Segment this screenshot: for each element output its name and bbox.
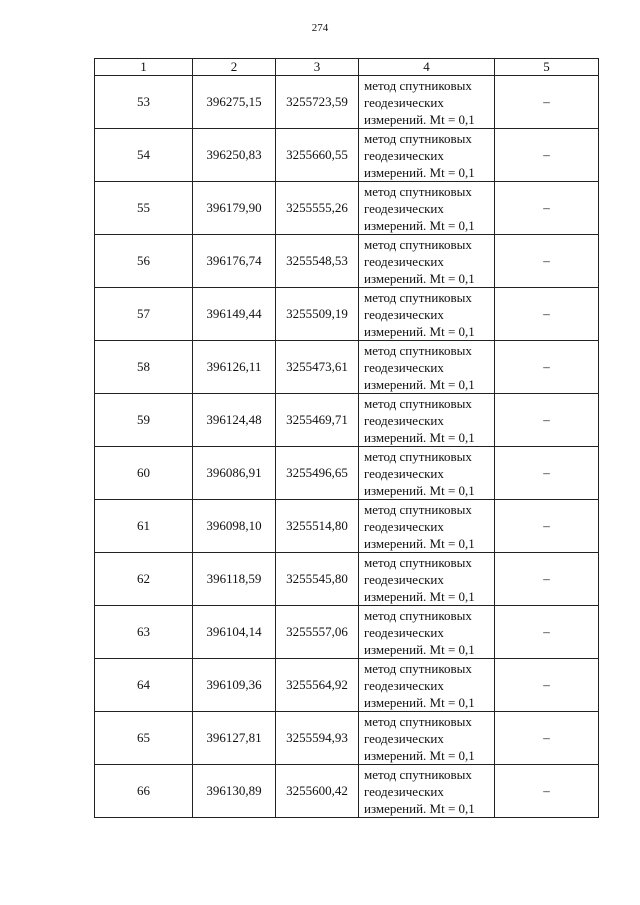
method-line: геодезических	[364, 253, 444, 269]
x-coordinate-cell: 396127,81	[193, 712, 276, 765]
point-number-cell: 62	[95, 553, 193, 606]
y-coordinate-cell: 3255469,71	[276, 394, 359, 447]
table-row	[95, 659, 599, 712]
header-col-2: 2	[193, 59, 276, 76]
y-coordinate-cell: 3255557,06	[276, 606, 359, 659]
table-row	[95, 394, 599, 447]
y-coordinate-cell: 3255555,26	[276, 182, 359, 235]
header-row	[95, 59, 599, 76]
x-coordinate-cell: 396275,15	[193, 76, 276, 129]
method-cell	[359, 659, 495, 712]
method-cell	[359, 341, 495, 394]
method-line: метод спутниковых	[364, 554, 472, 570]
method-line: измерений. Mt = 0,1	[364, 694, 475, 710]
point-number-cell: 59	[95, 394, 193, 447]
x-coordinate-cell: 396118,59	[193, 553, 276, 606]
x-coordinate-cell: 396104,14	[193, 606, 276, 659]
x-coordinate-cell: 396126,11	[193, 341, 276, 394]
method-line: метод спутниковых	[364, 448, 472, 464]
note-cell: –	[495, 341, 599, 394]
x-coordinate-cell: 396149,44	[193, 288, 276, 341]
note-cell: –	[495, 606, 599, 659]
y-coordinate-cell: 3255600,42	[276, 765, 359, 818]
method-line: измерений. Mt = 0,1	[364, 535, 475, 551]
note-cell: –	[495, 182, 599, 235]
point-number-cell: 64	[95, 659, 193, 712]
method-cell	[359, 182, 495, 235]
method-cell	[359, 553, 495, 606]
method-cell	[359, 76, 495, 129]
point-number-cell: 66	[95, 765, 193, 818]
method-line: метод спутниковых	[364, 713, 472, 729]
table-row	[95, 447, 599, 500]
method-line: измерений. Mt = 0,1	[364, 747, 475, 763]
note-cell: –	[495, 500, 599, 553]
method-line: геодезических	[364, 359, 444, 375]
method-line: метод спутниковых	[364, 766, 472, 782]
point-number-cell: 53	[95, 76, 193, 129]
method-line: метод спутниковых	[364, 130, 472, 146]
method-line: измерений. Mt = 0,1	[364, 800, 475, 816]
page-number: 274	[311, 22, 329, 34]
header-col-4: 4	[359, 59, 495, 76]
note-cell: –	[495, 553, 599, 606]
header-col-3: 3	[276, 59, 359, 76]
y-coordinate-cell: 3255473,61	[276, 341, 359, 394]
point-number-cell: 55	[95, 182, 193, 235]
method-line: геодезических	[364, 624, 444, 640]
note-cell: –	[495, 288, 599, 341]
method-line: метод спутниковых	[364, 395, 472, 411]
method-line: геодезических	[364, 518, 444, 534]
note-cell: –	[495, 76, 599, 129]
method-line: геодезических	[364, 94, 444, 110]
note-cell: –	[495, 235, 599, 288]
header-col-1: 1	[95, 59, 193, 76]
method-line: измерений. Mt = 0,1	[364, 217, 475, 233]
method-line: метод спутниковых	[364, 289, 472, 305]
table-row	[95, 500, 599, 553]
table-body	[95, 76, 599, 818]
x-coordinate-cell: 396098,10	[193, 500, 276, 553]
x-coordinate-cell: 396124,48	[193, 394, 276, 447]
method-line: геодезических	[364, 412, 444, 428]
note-cell: –	[495, 659, 599, 712]
table-row	[95, 129, 599, 182]
x-coordinate-cell: 396130,89	[193, 765, 276, 818]
y-coordinate-cell: 3255723,59	[276, 76, 359, 129]
method-line: метод спутниковых	[364, 660, 472, 676]
table-row	[95, 182, 599, 235]
method-line: метод спутниковых	[364, 501, 472, 517]
table-row	[95, 765, 599, 818]
point-number-cell: 63	[95, 606, 193, 659]
method-line: геодезических	[364, 200, 444, 216]
method-line: измерений. Mt = 0,1	[364, 376, 475, 392]
x-coordinate-cell: 396086,91	[193, 447, 276, 500]
y-coordinate-cell: 3255660,55	[276, 129, 359, 182]
method-cell	[359, 288, 495, 341]
method-cell	[359, 500, 495, 553]
note-cell: –	[495, 765, 599, 818]
method-cell	[359, 447, 495, 500]
method-line: измерений. Mt = 0,1	[364, 111, 475, 127]
table-row	[95, 606, 599, 659]
point-number-cell: 58	[95, 341, 193, 394]
point-number-cell: 61	[95, 500, 193, 553]
x-coordinate-cell: 396179,90	[193, 182, 276, 235]
point-number-cell: 57	[95, 288, 193, 341]
method-line: метод спутниковых	[364, 183, 472, 199]
method-line: геодезических	[364, 571, 444, 587]
method-line: метод спутниковых	[364, 607, 472, 623]
method-cell	[359, 712, 495, 765]
method-cell	[359, 129, 495, 182]
table-row	[95, 235, 599, 288]
method-line: геодезических	[364, 465, 444, 481]
note-cell: –	[495, 447, 599, 500]
method-line: метод спутниковых	[364, 77, 472, 93]
table-row	[95, 288, 599, 341]
y-coordinate-cell: 3255548,53	[276, 235, 359, 288]
x-coordinate-cell: 396176,74	[193, 235, 276, 288]
table-row	[95, 553, 599, 606]
point-number-cell: 65	[95, 712, 193, 765]
method-line: геодезических	[364, 730, 444, 746]
note-cell: –	[495, 712, 599, 765]
method-cell	[359, 235, 495, 288]
method-line: геодезических	[364, 783, 444, 799]
y-coordinate-cell: 3255594,93	[276, 712, 359, 765]
method-cell	[359, 394, 495, 447]
x-coordinate-cell: 396109,36	[193, 659, 276, 712]
method-cell	[359, 606, 495, 659]
method-line: измерений. Mt = 0,1	[364, 323, 475, 339]
y-coordinate-cell: 3255496,65	[276, 447, 359, 500]
method-line: измерений. Mt = 0,1	[364, 164, 475, 180]
y-coordinate-cell: 3255564,92	[276, 659, 359, 712]
table-header	[95, 59, 599, 76]
method-line: измерений. Mt = 0,1	[364, 429, 475, 445]
method-line: измерений. Mt = 0,1	[364, 588, 475, 604]
table-row	[95, 76, 599, 129]
table-row	[95, 712, 599, 765]
method-line: геодезических	[364, 147, 444, 163]
coordinates-table	[94, 58, 599, 818]
method-line: измерений. Mt = 0,1	[364, 641, 475, 657]
method-line: геодезических	[364, 306, 444, 322]
point-number-cell: 56	[95, 235, 193, 288]
note-cell: –	[495, 129, 599, 182]
method-line: метод спутниковых	[364, 342, 472, 358]
method-cell	[359, 765, 495, 818]
header-col-5: 5	[495, 59, 599, 76]
method-line: измерений. Mt = 0,1	[364, 270, 475, 286]
point-number-cell: 60	[95, 447, 193, 500]
point-number-cell: 54	[95, 129, 193, 182]
method-line: измерений. Mt = 0,1	[364, 482, 475, 498]
y-coordinate-cell: 3255509,19	[276, 288, 359, 341]
y-coordinate-cell: 3255545,80	[276, 553, 359, 606]
y-coordinate-cell: 3255514,80	[276, 500, 359, 553]
method-line: геодезических	[364, 677, 444, 693]
x-coordinate-cell: 396250,83	[193, 129, 276, 182]
table-row	[95, 341, 599, 394]
note-cell: –	[495, 394, 599, 447]
method-line: метод спутниковых	[364, 236, 472, 252]
